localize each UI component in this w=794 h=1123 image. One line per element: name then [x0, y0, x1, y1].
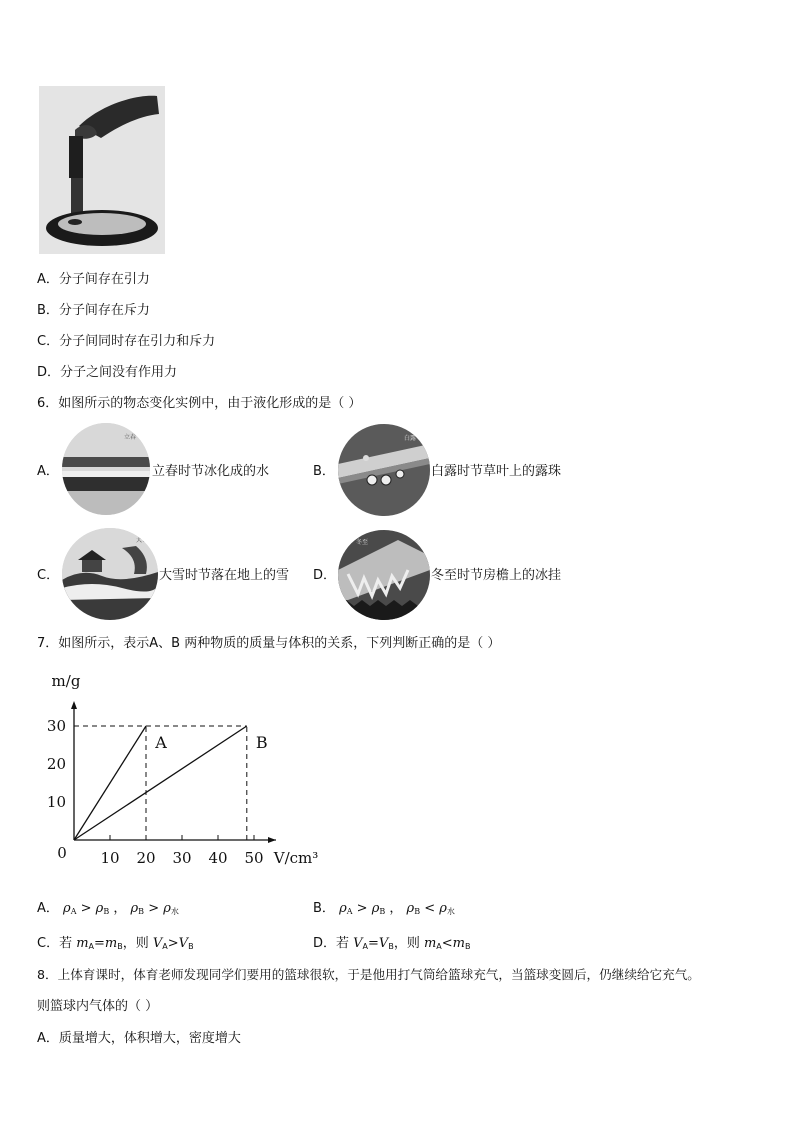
series-line-a [74, 726, 146, 840]
rho-subscript: B [103, 907, 110, 916]
y-axis-label: m/g [51, 672, 81, 690]
option-text: 若 [336, 936, 354, 951]
x-tick-label: 10 [100, 849, 120, 867]
rho-subscript: A [346, 907, 353, 916]
variable: =m [94, 936, 118, 951]
subscript: A [362, 942, 369, 951]
q5-option-a [37, 271, 150, 289]
variable: m [423, 936, 437, 951]
q6-photo-b-stamp: 白露 [404, 435, 417, 442]
operator: < [424, 901, 436, 916]
q6-photo-d-drawing [338, 530, 430, 620]
variable: V [353, 936, 363, 951]
option-text: 若 [59, 936, 77, 951]
q6-option-a-text: 立春时节冰化成的水 [152, 464, 270, 479]
x-axis-label: V/cm³ [273, 849, 319, 867]
option-letter: C． [37, 334, 60, 349]
q6-photo-c [62, 528, 158, 620]
option-letter: A． [37, 272, 59, 287]
option-text: ，则 [122, 936, 153, 951]
subscript: B [117, 942, 123, 951]
rho-subscript: B [414, 907, 421, 916]
q6-photo-b-drawing [338, 424, 430, 516]
rho-subscript: A [70, 907, 77, 916]
series-label-a: A [155, 733, 167, 752]
option-text: 分子间同时存在引力和斥力 [59, 334, 216, 349]
q8-option-a: A．质量增大，体积增大，密度增大 [37, 1031, 241, 1046]
variable: V [152, 936, 163, 951]
option-letter: A． [37, 901, 59, 916]
rho-subscript: B [138, 907, 145, 916]
separator: ， [113, 901, 127, 916]
q6-option-b-text: 白露时节草叶上的露珠 [431, 464, 562, 479]
x-axis-arrow [268, 837, 276, 843]
q8-stem-line1: 8．上体育课时，体育老师发现同学们要用的篮球很软，于是他用打气筒给篮球充气，当篮球变圆后，仍继续给它充气。 [37, 967, 700, 982]
x-tick-label: 40 [208, 849, 228, 867]
y-tick-label: 20 [46, 755, 66, 773]
variable: m [76, 936, 89, 951]
operator: > [148, 901, 160, 916]
rho-subscript: 水 [170, 907, 179, 916]
variable: >V [167, 936, 189, 951]
q5-option-c [37, 333, 215, 351]
y-tick-label: 10 [46, 793, 66, 811]
subscript: B [188, 942, 194, 951]
q6-option-a-letter: A． [37, 464, 59, 479]
q5-photo-drawing [39, 86, 165, 254]
y-tick-label: 30 [46, 717, 66, 735]
option-text: 分子间存在斥力 [58, 303, 150, 318]
q6-option-d-text: 冬至时节房檐上的冰挂 [431, 568, 562, 583]
q6-photo-a [62, 423, 150, 515]
q6-photo-c-drawing [62, 528, 158, 620]
rho-subscript: B [379, 907, 386, 916]
subscript: B [388, 942, 394, 951]
x-tick-label: 20 [136, 849, 156, 867]
variable: <m [441, 936, 465, 951]
q7-stem: 7．如图所示，表示A、B 两种物质的质量与体积的关系，下列判断正确的是（ ） [37, 636, 501, 651]
option-text: ，则 [393, 936, 424, 951]
origin-label: 0 [57, 844, 67, 862]
separator: ， [389, 901, 403, 916]
subscript: B [465, 942, 471, 951]
operator: > [80, 901, 92, 916]
x-tick-label: 30 [172, 849, 192, 867]
subscript: A [88, 942, 95, 951]
q7-option-a: A． $\rho_A > \rho_B$ ， $\rho_B > \rho_水$ [37, 901, 179, 916]
q7-mass-volume-chart [36, 664, 356, 874]
q5-option-b [37, 302, 150, 320]
variable: =V [368, 936, 389, 951]
option-text: 分子间存在引力 [58, 272, 150, 287]
q6-photo-c-stamp: 大雪 [136, 537, 149, 544]
option-letter: C． [37, 936, 60, 951]
q7-option-c [37, 935, 194, 956]
q7-option-d [313, 935, 471, 956]
option-letter: B． [37, 303, 59, 318]
operator: > [356, 901, 368, 916]
q6-stem: 6．如图所示的物态变化实例中，由于液化形成的是（ ） [37, 396, 362, 411]
q6-option-b-letter: B． [313, 464, 335, 479]
q6-option-d-letter: D． [313, 568, 337, 583]
q7-option-b: B． $\rho_A > \rho_B$ ， $\rho_B < \rho_水$ [313, 901, 455, 916]
y-axis-arrow [71, 701, 77, 709]
q8-stem-line2: 则篮球内气体的（ ） [37, 999, 159, 1014]
q6-option-c-text: 大雪时节落在地上的雪 [159, 568, 290, 583]
option-letter: D． [313, 936, 337, 951]
x-tick-label: 50 [244, 849, 264, 867]
q6-photo-d-stamp: 冬至 [356, 539, 369, 546]
q5-photo-lead-cylinders [39, 86, 165, 254]
q6-photo-a-stamp: 立春 [124, 434, 137, 441]
option-letter: B． [313, 901, 335, 916]
option-text: 分子之间没有作用力 [60, 365, 178, 380]
subscript: A [436, 942, 442, 951]
q6-option-c-letter: C． [37, 568, 60, 583]
q6-photo-a-drawing [62, 423, 150, 515]
q6-photo-d [338, 530, 430, 620]
option-letter: D． [37, 365, 61, 380]
subscript: A [162, 942, 168, 951]
rho-subscript: 水 [446, 907, 455, 916]
q5-option-d [37, 364, 177, 382]
q6-photo-b [338, 424, 430, 516]
series-label-b: B [255, 733, 268, 752]
